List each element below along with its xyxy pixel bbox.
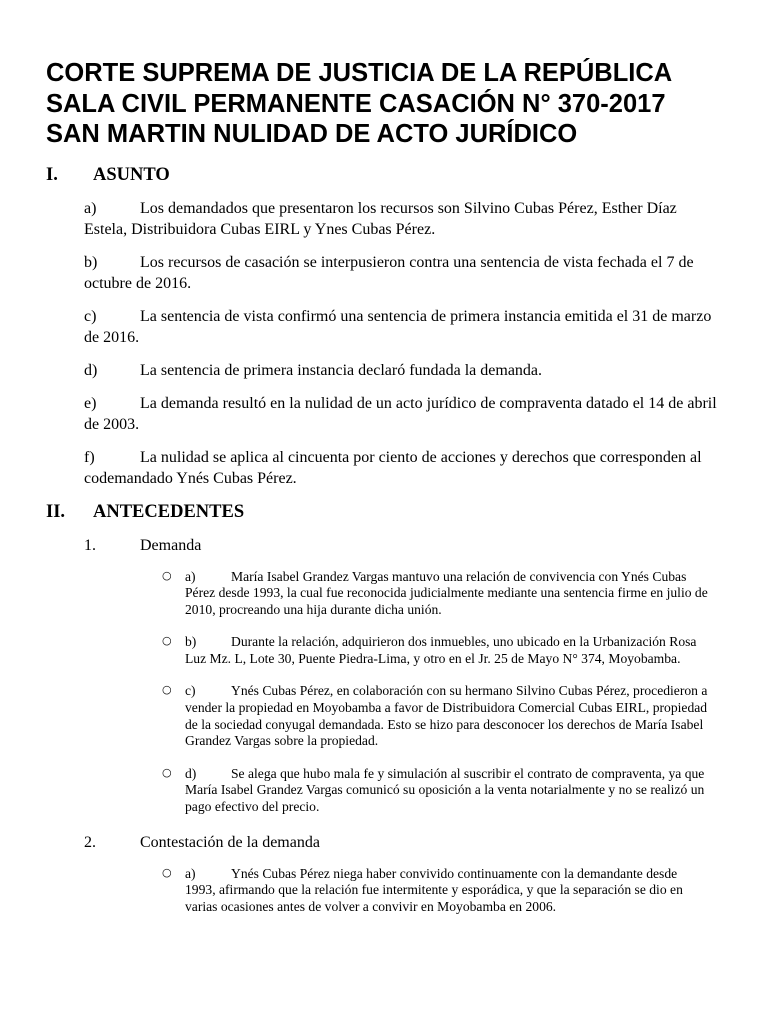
section-number: I. xyxy=(46,164,58,185)
item-letter: e) xyxy=(84,394,97,412)
section-title: ASUNTO xyxy=(93,164,170,185)
subsection-number: 1. xyxy=(84,536,96,554)
subsection-title: Demanda xyxy=(140,536,202,554)
list-item xyxy=(162,683,708,749)
item-text: Se alega que hubo mala fe y simulación al suscribir el contrato de compraventa, ya que María Isabel Grandez Vargas comunicó su oposición a la venta notarialmente y no se realizó un pago efectivo del precio. xyxy=(185,765,705,815)
item-letter: b) xyxy=(185,634,197,650)
item-text: María Isabel Grandez Vargas mantuvo una relación de convivencia con Ynés Cubas Pérez desde 1993, la cual fue reconocida judicialmente mediante una sentencia firme en julio de 2010, procreando una hija durante dicha unión. xyxy=(185,568,708,617)
item-text: La demanda resultó en la nulidad de un acto jurídico de compraventa datado el 14 de abril de 2003. xyxy=(84,394,717,433)
circle-bullet-icon: ○ xyxy=(162,765,172,779)
item-letter: c) xyxy=(185,683,196,699)
asunto-item xyxy=(84,198,720,240)
item-text: Los demandados que presentaron los recursos son Silvino Cubas Pérez, Esther Díaz Estela, Distribuidora Cubas EIRL y Ynes Cubas Pérez. xyxy=(84,199,677,238)
section-title: ANTECEDENTES xyxy=(93,501,245,522)
circle-bullet-icon: ○ xyxy=(162,683,172,697)
item-letter: d) xyxy=(185,765,197,781)
item-text: Ynés Cubas Pérez niega haber convivido continuamente con la demandante desde 1993, afirmando que la relación fue intermitente y esporádica, y que la separación se dio en varias ocasiones antes de volver a convivir en Moyobamba en 2006. xyxy=(185,865,683,914)
item-text: Durante la relación, adquirieron dos inmuebles, uno ubicado en la Urbanización Rosa Luz Mz. L, Lote 30, Puente Piedra-Lima, y otro en el Jr. 25 de Mayo N° 374, Moyobamba. xyxy=(185,634,697,666)
section-number: II. xyxy=(46,501,66,522)
subsection-title: Contestación de la demanda xyxy=(140,833,320,851)
item-text: Los recursos de casación se interpusieron contra una sentencia de vista fechada el 7 de octubre de 2016. xyxy=(84,253,694,292)
list-item xyxy=(162,865,708,916)
item-text: Ynés Cubas Pérez, en colaboración con su hermano Silvino Cubas Pérez, procedieron a vender la propiedad en Moyobamba a favor de Distribuidora Comercial Cubas EIRL, propiedad de la sociedad conyugal demandada. Esto se hizo para desconocer los derechos de María Isabel Grandez Vargas sobre la propiedad. xyxy=(185,683,708,749)
list-item xyxy=(162,765,708,816)
demanda-list xyxy=(46,569,720,816)
subsection-heading-demanda xyxy=(84,535,720,556)
contestacion-list xyxy=(46,866,720,916)
circle-bullet-icon: ○ xyxy=(162,568,172,582)
circle-bullet-icon: ○ xyxy=(162,865,172,879)
document-title: CORTE SUPREMA DE JUSTICIA DE LA REPÚBLICA SALA CIVIL PERMANENTE CASACIÓN N° 370-2017 SAN MARTIN NULIDAD DE ACTO JURÍDICO xyxy=(46,59,672,148)
section-heading-asunto xyxy=(46,164,720,186)
asunto-item xyxy=(84,393,720,435)
item-letter: f) xyxy=(84,448,95,466)
subsection-number: 2. xyxy=(84,833,96,851)
item-text: La sentencia de vista confirmó una sentencia de primera instancia emitida el 31 de marzo de 2016. xyxy=(84,307,712,346)
section-heading-antecedentes xyxy=(46,501,720,523)
item-letter: a) xyxy=(185,865,196,881)
list-item xyxy=(162,634,708,667)
asunto-item xyxy=(84,447,720,489)
item-text: La nulidad se aplica al cincuenta por ciento de acciones y derechos que corresponden al codemandado Ynés Cubas Pérez. xyxy=(84,448,702,487)
item-letter: a) xyxy=(185,568,196,584)
item-letter: c) xyxy=(84,307,97,325)
list-item xyxy=(162,568,708,619)
item-letter: a) xyxy=(84,199,97,217)
subsection-heading-contestacion xyxy=(84,832,720,853)
item-letter: b) xyxy=(84,253,98,271)
asunto-item xyxy=(84,252,720,294)
asunto-item xyxy=(84,360,720,381)
item-text: La sentencia de primera instancia declaró fundada la demanda. xyxy=(140,361,543,379)
asunto-item xyxy=(84,306,720,348)
circle-bullet-icon: ○ xyxy=(162,634,172,648)
item-letter: d) xyxy=(84,361,98,379)
